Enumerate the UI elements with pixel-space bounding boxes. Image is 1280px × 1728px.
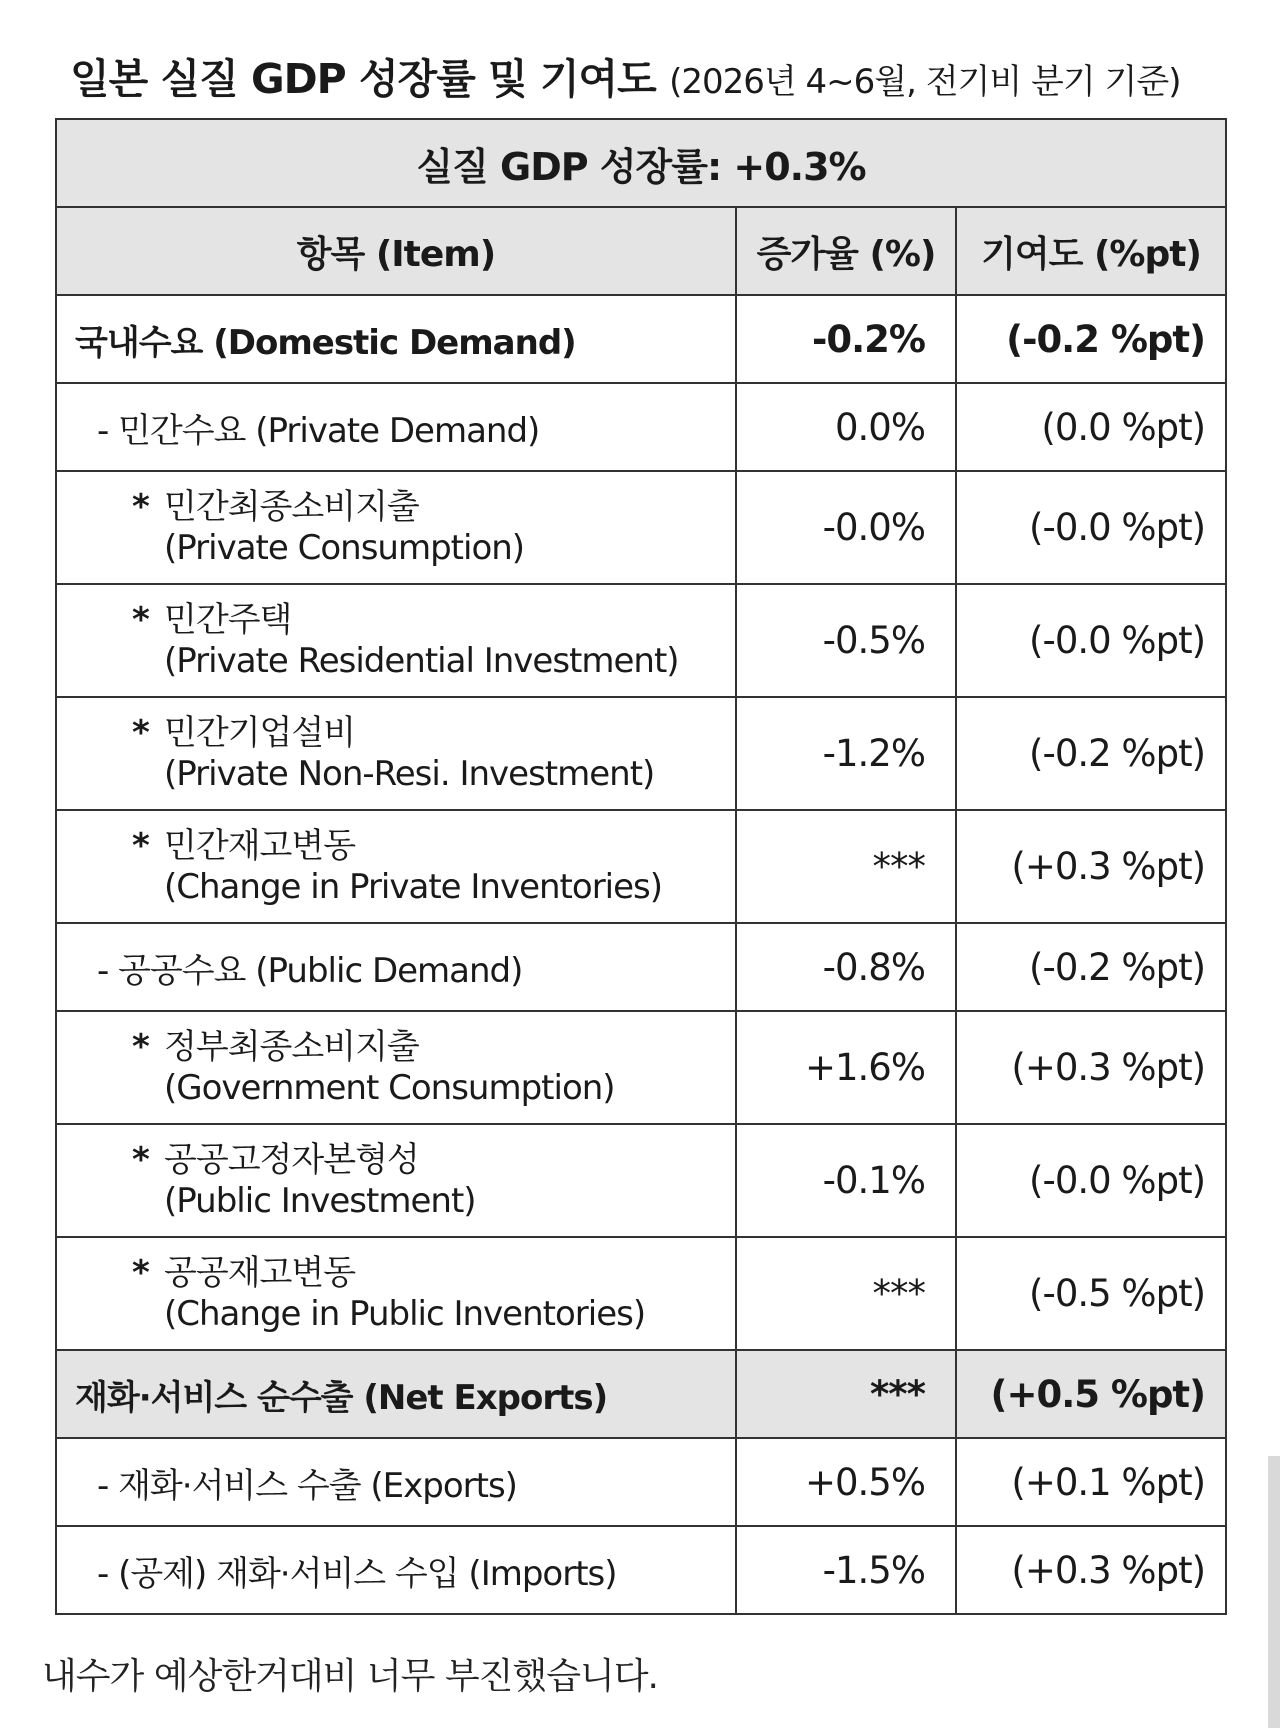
row-growth-value: *** <box>736 1237 956 1350</box>
row-growth-value: -0.5% <box>736 584 956 697</box>
gdp-growth-banner: 실질 GDP 성장률: +0.3% <box>56 119 1226 207</box>
bullet-star: * <box>132 600 149 641</box>
row-item-label <box>56 1237 736 1350</box>
table-row <box>56 1526 1226 1614</box>
row-item-label: 재화·서비스 순수출 (Net Exports) <box>56 1350 736 1438</box>
row-growth-value: -1.5% <box>736 1526 956 1614</box>
column-header-growth: 증가율 (%) <box>736 207 956 295</box>
row-label-en: (Government Consumption) <box>164 1067 615 1108</box>
table-row <box>56 584 1226 697</box>
row-label-ko: 공공고정자본형성 <box>164 1140 419 1181</box>
row-label-ko: 민간재고변동 <box>164 826 356 867</box>
table-row <box>56 1438 1226 1526</box>
row-item-label <box>56 697 736 810</box>
row-label-en: (Public Investment) <box>164 1180 476 1221</box>
table-row <box>56 1011 1226 1124</box>
row-contribution-value: (-0.2 %pt) <box>956 295 1226 383</box>
row-item-label: - 민간수요 (Private Demand) <box>56 383 736 471</box>
row-contribution-value: (+0.3 %pt) <box>956 810 1226 923</box>
row-item-label <box>56 1124 736 1237</box>
row-contribution-value: (+0.1 %pt) <box>956 1438 1226 1526</box>
table-row <box>56 923 1226 1011</box>
row-label-ko: 공공재고변동 <box>164 1253 356 1294</box>
row-label-en: (Private Residential Investment) <box>164 640 679 681</box>
row-label-ko: 민간기업설비 <box>164 713 356 754</box>
bullet-star: * <box>132 487 149 528</box>
column-header-item: 항목 (Item) <box>56 207 736 295</box>
row-growth-value: -0.1% <box>736 1124 956 1237</box>
table-row <box>56 1237 1226 1350</box>
row-item-label <box>56 810 736 923</box>
row-label-en: (Private Consumption) <box>164 527 525 568</box>
row-item-label <box>56 471 736 584</box>
table-row <box>56 697 1226 810</box>
row-growth-value: *** <box>736 1350 956 1438</box>
row-item-label: 국내수요 (Domestic Demand) <box>56 295 736 383</box>
title-main: 일본 실질 GDP 성장률 및 기여도 <box>70 55 656 103</box>
column-header-contribution: 기여도 (%pt) <box>956 207 1226 295</box>
row-contribution-value: (0.0 %pt) <box>956 383 1226 471</box>
row-growth-value: 0.0% <box>736 383 956 471</box>
row-item-label: - 공공수요 (Public Demand) <box>56 923 736 1011</box>
row-item-label: - (공제) 재화·서비스 수입 (Imports) <box>56 1526 736 1614</box>
table-row <box>56 810 1226 923</box>
row-contribution-value: (-0.5 %pt) <box>956 1237 1226 1350</box>
table-header-row <box>56 207 1226 295</box>
row-growth-value: +1.6% <box>736 1011 956 1124</box>
bullet-star: * <box>132 1140 149 1181</box>
row-growth-value: -0.2% <box>736 295 956 383</box>
bullet-star: * <box>132 713 149 754</box>
row-label-ko: 민간최종소비지출 <box>164 487 419 528</box>
row-contribution-value: (-0.0 %pt) <box>956 1124 1226 1237</box>
row-growth-value: -0.8% <box>736 923 956 1011</box>
title-subtitle: (2026년 4~6월, 전기비 분기 기준) <box>669 62 1181 102</box>
row-contribution-value: (+0.3 %pt) <box>956 1011 1226 1124</box>
row-contribution-value: (-0.2 %pt) <box>956 697 1226 810</box>
row-growth-value: -1.2% <box>736 697 956 810</box>
row-item-label <box>56 584 736 697</box>
row-growth-value: *** <box>736 810 956 923</box>
row-item-label: - 재화·서비스 수출 (Exports) <box>56 1438 736 1526</box>
row-contribution-value: (-0.0 %pt) <box>956 584 1226 697</box>
row-contribution-value: (+0.3 %pt) <box>956 1526 1226 1614</box>
bullet-star: * <box>132 1027 149 1068</box>
row-growth-value: -0.0% <box>736 471 956 584</box>
row-label-en: (Change in Private Inventories) <box>164 866 663 907</box>
row-label-ko: 정부최종소비지출 <box>164 1027 419 1068</box>
table-row <box>56 383 1226 471</box>
row-growth-value: +0.5% <box>736 1438 956 1526</box>
table-row <box>56 1350 1226 1438</box>
row-label-en: (Change in Public Inventories) <box>164 1293 646 1334</box>
row-contribution-value: (-0.0 %pt) <box>956 471 1226 584</box>
row-label-ko: 민간주택 <box>164 600 292 641</box>
gdp-table <box>55 118 1227 1615</box>
scrollbar[interactable] <box>1268 1456 1280 1728</box>
footer-comment: 내수가 예상한거대비 너무 부진했습니다. <box>42 1656 658 1697</box>
table-banner-row <box>56 119 1226 207</box>
row-item-label <box>56 1011 736 1124</box>
page-title <box>70 40 1250 118</box>
row-contribution-value: (-0.2 %pt) <box>956 923 1226 1011</box>
bullet-star: * <box>132 1253 149 1294</box>
table-row <box>56 295 1226 383</box>
table-row <box>56 1124 1226 1237</box>
row-contribution-value: (+0.5 %pt) <box>956 1350 1226 1438</box>
table-row <box>56 471 1226 584</box>
row-label-en: (Private Non-Resi. Investment) <box>164 753 655 794</box>
bullet-star: * <box>132 826 149 867</box>
